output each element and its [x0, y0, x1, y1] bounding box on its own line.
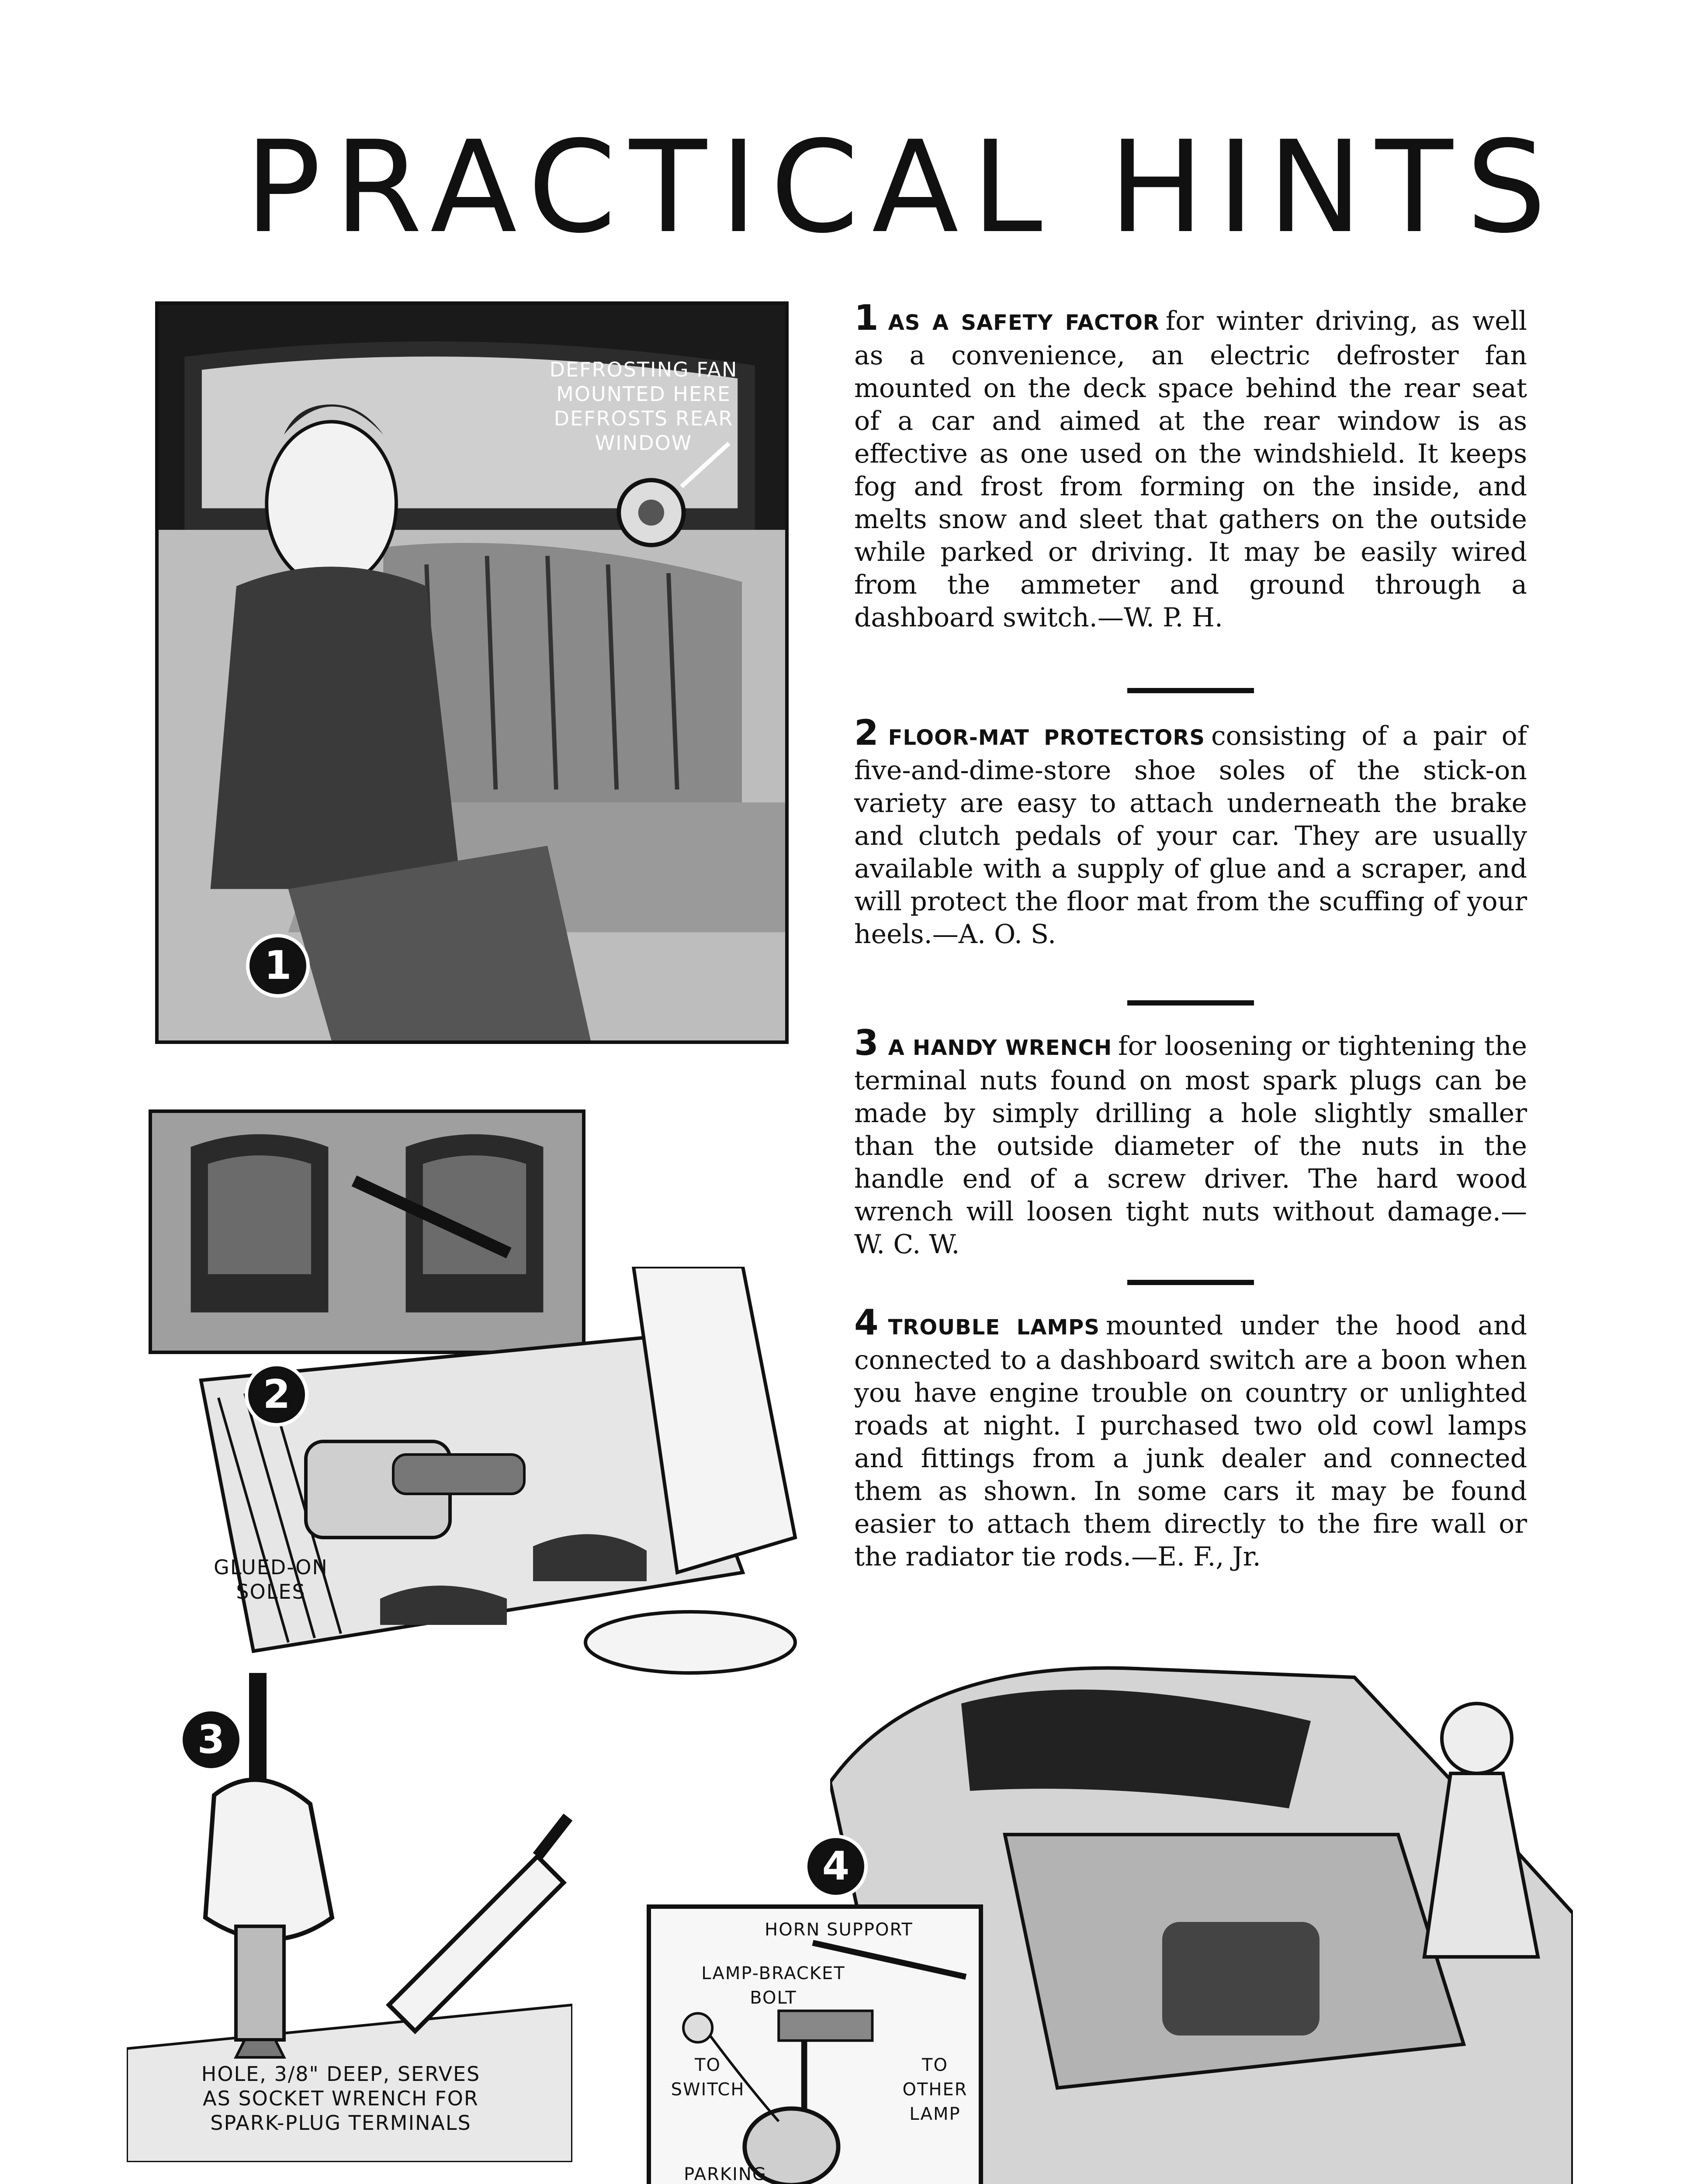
hint-lead: AS A SAFETY FACTOR [888, 311, 1160, 335]
to-switch-label: TO SWITCH [671, 2055, 745, 2100]
hint-body: for loosening or tightening the terminal nuts found on most spark plugs can be made by simply drilling a hole slightly smaller than the outside diameter of the nuts in the handle end of a screw driver. The hard wood wrench will loosen tight nuts without damage.—W. C. W. [854, 1031, 1527, 1260]
divider [1127, 1000, 1254, 1006]
hint-body: consisting of a pair of five-and-dime-store shoe soles of the stick-on variety are easy to attach underneath the brake and clutch pedals of your car. They are usually available with a supply of glue and a scraper, and will protect the floor mat from the scuffing of your heels.—A. O. S. [854, 721, 1527, 950]
hint-body: for winter driving, as well as a convenience, an electric defroster fan mounted on the deck space behind the rear seat of a car and aimed at the rear window is as effective as one used on the windshield. It keeps fog and frost from forming on the inside, and melts snow and sleet that gathers on the outside while parked or driving. It may be easily wired from the ammeter and ground through a dashboard switch.—W. P. H. [854, 306, 1527, 633]
hint-number: 2 [854, 712, 879, 753]
figure-badge-1: 1 [246, 934, 310, 998]
hint-lead: A HANDY WRENCH [888, 1036, 1112, 1060]
hint-4 [854, 1302, 1527, 1573]
hint-lead: FLOOR-MAT PROTECTORS [888, 726, 1205, 750]
figure-badge-3: 3 [179, 1708, 243, 1772]
figure-2-pedals [175, 1267, 808, 1677]
hint-number: 1 [854, 297, 879, 338]
hint-2 [854, 712, 1527, 951]
divider [1127, 1280, 1254, 1285]
horn-support-label: HORN SUPPORT [765, 1920, 913, 1940]
figure-3-illustration [127, 1673, 572, 2162]
divider [1127, 688, 1254, 693]
parking-lamp-label: PARKING [684, 2164, 767, 2184]
fan-callout: DEFROSTING FAN MOUNTED HERE DEFROSTS REAR WINDOW [549, 358, 738, 455]
hint-body: mounted under the hood and connected to a dashboard switch are a boon when you have engine trouble on country or unlighted roads at night. I purchased two old cowl lamps and fittings from a junk dealer and connected them as shown. In some cars it may be found easier to attach them directly to the fire wall or the radiator tie rods.—E. F., Jr. [854, 1310, 1527, 1572]
to-other-lamp-label: TO OTHER LAMP [902, 2055, 968, 2124]
lamp-bracket-drawing [651, 1909, 979, 2184]
figure-badge-2: 2 [245, 1363, 308, 1427]
hint-3 [854, 1023, 1527, 1261]
hint-number: 4 [854, 1302, 879, 1343]
lamp-bracket-bolt-label: LAMP-BRACKET BOLT [701, 1963, 845, 2008]
figure-1-illustration [155, 301, 789, 1044]
hint-number: 3 [854, 1023, 879, 1063]
figure-4-inset [647, 1904, 983, 2184]
page-title: PRACTICAL HINTS [245, 114, 1560, 261]
figure-badge-4: 4 [804, 1835, 868, 1898]
pedals-drawing [175, 1267, 808, 1677]
hint-1 [854, 297, 1527, 634]
soles-callout: GLUED-ON SOLES [214, 1555, 328, 1603]
hole-callout: HOLE, 3/8" DEEP, SERVES AS SOCKET WRENCH FOR SPARK-PLUG TERMINALS [201, 2062, 481, 2135]
hint-lead: TROUBLE LAMPS [888, 1315, 1100, 1340]
